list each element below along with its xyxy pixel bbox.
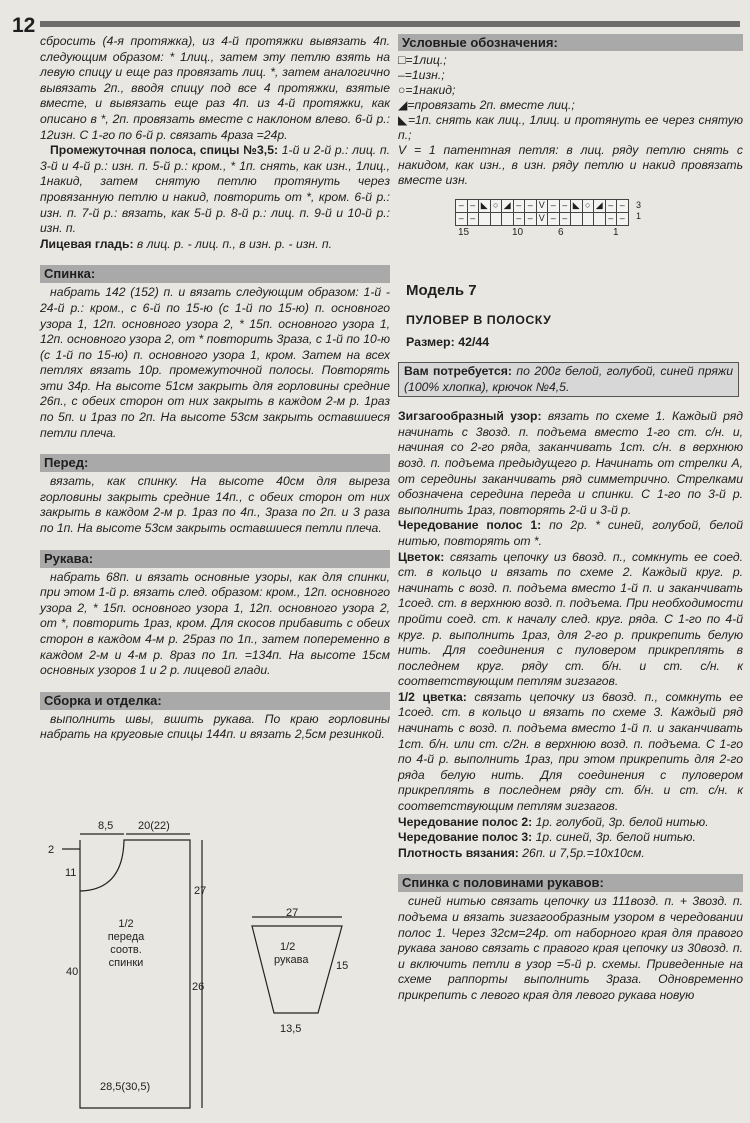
zigzag-body: вязать по схеме 1. Каждый ряд начинать с 3возд. п. подъема вместо 1-го ст. с/н. и, начиная со 2-го ряда, заканчивать 1ст. с/н. в верхнюю возд. п. подъема предыдущего р. Начинать от стрелки А, от середины заканчивать ряд симметрично. Стрелками обозначена середина переда и спинки. С 1-го по 3-й р. выполнить 1раз, повторять 2-й и 3-й р. [398,409,743,517]
schema-row-number: 1 [636,211,642,221]
density-lead: Плотность вязания: [398,845,519,860]
dim-neck-depth-front: 11 [65,867,77,879]
materials-paragraph [404,364,733,395]
pattern-diagram [40,812,400,1118]
dim-neck-width: 8,5 [98,820,114,832]
dim-total-height: 40 [66,966,79,978]
legend-item-ssk: ◣=1п. снять как лиц., 1лиц. и протянуть ее через снятую п.; [398,113,743,142]
section-front-body: вязать, как спинку. На высоте 40см для выреза горловины закрыть средние 14п., с обеих сторон от них закрыть в каждом 2-м р. 1раз по 4п., 3раза по 2п. и 3 раза по 1п. На высоте 53см закрыть оставшиеся петли плеча. [40,474,390,536]
schema-col-number: 6 [558,227,564,238]
stripes1-paragraph [398,518,743,549]
section-sleeves-title: Рукава: [40,550,390,568]
section-back-body: набрать 142 (152) п. и вязать следующим образом: 1-й - 24-й р.: кром., с 6-й по 15-ю (с 1-й по 15-ю) п. основного узора 1, 12п. основного узора 2, * 15п. основного узора 1, 12п. основного узора 2, от * повторить 3раза, с 1-й по 10-ю (с 1-й по 15-ю) п. основного узора 1, кром. Затем на всех петлях вязать 10р. промежуточной полосы. Повторять эти 34р. На высоте 51см закрыть для горловины средние 26п., с обеих сторон от них закрыть в каждом 2-м р. 1раз по 5п. и 1раз по 2п. На высоте 53см закрыть оставшиеся петли плеча. [40,285,390,440]
front-label-line3: соотв. [110,944,142,956]
dim-sleeve-top: 27 [286,907,299,919]
stripes2-body: 1р. голубой, 3р. белой нитью. [535,814,709,829]
intro-paragraph: сбросить (4-я протяжка), из 4-й протяжки вывязать 4п. следующим образом: * 1лиц., затем эту петлю взять на левую спицу и еще раз провязать лиц. *, затем аналогично вывязать 2п., вводя спицу под все 4 протяжки, взятые вместе, и вывязать еще раз 4п. из 4-й протяжки, как описано в *, 2п. провязать вместе с наклоном влево. 6-й р.: 12изн. С 1-го по 6-й р. связать 4раза =24р. [40,34,390,142]
half-flower-body: связать цепочку из 6возд. п., сомкнуть ее 1соед. ст. в кольцо и вязать по схеме 3. Каждый ряд начинать с возд. п. подъема вместо 1-й п. и заканчивать 1ст. б/н. или ст. с/2н. в верхнюю возд. п. подъема. С 1-го по 4-й р. выполнить 1раз, при этом прикрепить для 2-го ряда белую нить. Для соединения с пуловером прикреплять в последнем ряду ст. б/н. и ст. с/н. к соответствующим петлям зигзагов. [398,689,743,814]
stitch-schema [456,200,743,250]
left-column [40,34,390,743]
section-back-sleeves-title: Спинка с половинами рукавов: [398,874,743,892]
front-label-line1: 1/2 [118,918,134,930]
dim-cuff-width: 13,5 [280,1023,302,1035]
stripes3-body: 1р. синей, 3р. белой нитью. [535,830,696,845]
half-flower-lead: 1/2 цветка: [398,689,467,704]
sleeve-label-line1: 1/2 [280,941,296,953]
stripes1-lead: Чередование полос 1: [398,518,542,533]
flower-body: связать цепочку из 6возд. п., сомкнуть ее соед. ст. в кольцо и вязать по схеме 2. Каждый круг. р. начинать с возд. п. подъема вместо 1-й п. и заканчивать 1соед. ст. в верхнюю возд. п. подъема. При необходимости пройти соед. ст. к началу след. круг. ряда. С 1-го по 4-й круг. р. выполнить 1раз, для 2-го р. прикрепить белую нить. Для соединения с пуловером прикреплять в последнем круг. ряду ст. б/н. и ст. с/н. к соответствующим петлям зигзагов. [398,549,743,689]
legend [398,34,743,188]
stripes3-paragraph [398,830,743,846]
legend-item-brioche: V = 1 патентная петля: в лиц. ряду петлю снять с накидом, как изн., в изн. ряду петлю и накид провязать вместе изн. [398,143,743,187]
legend-item-purl: –=1изн.; [398,68,445,82]
stripes2-lead: Чередование полос 2: [398,814,533,829]
materials-box [398,362,739,397]
intermediate-stripe-lead: Промежуточная полоса, спицы №3,5: [50,143,279,158]
legend-item-yarn-over: ○=1накид; [398,83,456,97]
header-rule [40,21,740,27]
dim-neck-depth-back: 2 [48,844,55,856]
flower-paragraph [398,550,743,690]
stripes3-lead: Чередование полос 3: [398,830,533,845]
model-title: Модель 7 [406,282,477,299]
front-pattern-outline [80,840,190,1108]
half-flower-paragraph [398,690,743,815]
legend-item-k2tog: ◢=провязать 2п. вместе лиц.; [398,98,575,112]
front-label-line4: спинки [108,957,144,969]
schema-col-number: 10 [512,227,524,238]
schema-row-top: – – ◣ ○ ◢ – – V – – ◣ ○ ◢ – – [456,200,743,213]
schema-row-bottom: – – – – V – – – – [456,213,743,226]
section-assembly-title: Сборка и отделка: [40,692,390,710]
density-paragraph [398,846,743,862]
front-label-line2: переда [107,931,145,943]
density-body: 26п. и 7,5р.=10х10см. [522,845,645,860]
section-front-title: Перед: [40,454,390,472]
zigzag-paragraph [398,409,743,518]
garment-name: ПУЛОВЕР В ПОЛОСКУ [406,313,552,327]
stripes1-body: по 2р. * синей, голубой, белой нитью, повторять от *. [398,518,744,548]
dim-shoulder-width: 20(22) [138,820,170,832]
intermediate-stripe-paragraph [40,143,390,237]
dim-sleeve-length: 15 [336,960,349,972]
right-column [398,34,743,1004]
schema-column-numbers [456,227,743,240]
legend-title: Условные обозначения: [398,34,743,51]
intermediate-stripe-body: 1-й и 2-й р.: лиц. п. 3-й и 4-й р.: изн. п. 5-й р.: кром., * 1п. снять, как изн., 1лиц., 1накид, затем снятую петлю протянуть через провязанную петлю и накид, повторить от *, кром. 6-й р.: изн. п. 7-й р.: вязать, как 5-й р. 8-й р.: лиц. п. 9-й и 10-й р.: изн. п. [40,143,390,236]
size-info: Размер: 42/44 [406,335,490,349]
materials-body: по 200г белой, голубой, синей пряжи (100% хлопка), крючок №4,5. [404,364,734,394]
section-sleeves-body: набрать 68п. и вязать основные узоры, как для спинки, при этом 1-й р. вязать след. образом: кром., 12п. основного узора 2, * 15п. основного узора 1, 12п. основного узора 2, от *, повторить 1раз, кром. Для скосов прибавить с обеих сторон в каждом 4-м р. 25раз по 1п., затем попеременно в каждом 2-м и 4-м р. 8раз по 1п. =134п. На высоте 15см основных узоров 1 и 2 р. лицевой глади. [40,569,390,678]
legend-item-knit: □=1лиц.; [398,53,447,67]
sleeve-label-line2: рукава [274,954,309,966]
schema-row-number: 3 [636,200,642,210]
sleeve-pattern-outline [252,926,342,1013]
zigzag-lead: Зигзагообразный узор: [398,409,542,424]
stockinette-lead: Лицевая гладь: [40,236,134,251]
dim-armhole-height: 27 [194,885,207,897]
flower-lead: Цветок: [398,549,445,564]
dim-side-height: 26 [192,981,205,993]
stripes2-paragraph [398,815,743,831]
schema-row-numbers [636,200,641,222]
section-back-title: Спинка: [40,265,390,283]
section-back-sleeves-body: синей нитью связать цепочку из 111возд. п. + 3возд. п. подъема и вязать зигзагообразным узором в чередовании полос 1. Через 32см=24р. от наборного края для правого рукава заново связать с правого края цепочку из 30возд. п. и включить петли в узор =5-й р. схемы. Приведенные на схеме раппорты выполнить 3раза. Одновременно прикрепить с левого края для левого рукава новую [398,894,743,1002]
dim-hem-width: 28,5(30,5) [100,1081,151,1093]
section-assembly-body: выполнить швы, вшить рукава. По краю горловины набрать на круговые спицы 144п. и вязать 2,5см резинкой. [40,711,390,742]
stockinette-body: в лиц. р. - лиц. п., в изн. р. - изн. п. [136,236,332,251]
schema-col-number: 15 [458,227,470,238]
schema-col-number: 1 [613,227,619,238]
page-number: 12 [12,14,36,37]
stockinette-paragraph [40,237,390,253]
pattern-diagram-svg [40,812,400,1118]
materials-lead: Вам потребуется: [404,364,512,378]
